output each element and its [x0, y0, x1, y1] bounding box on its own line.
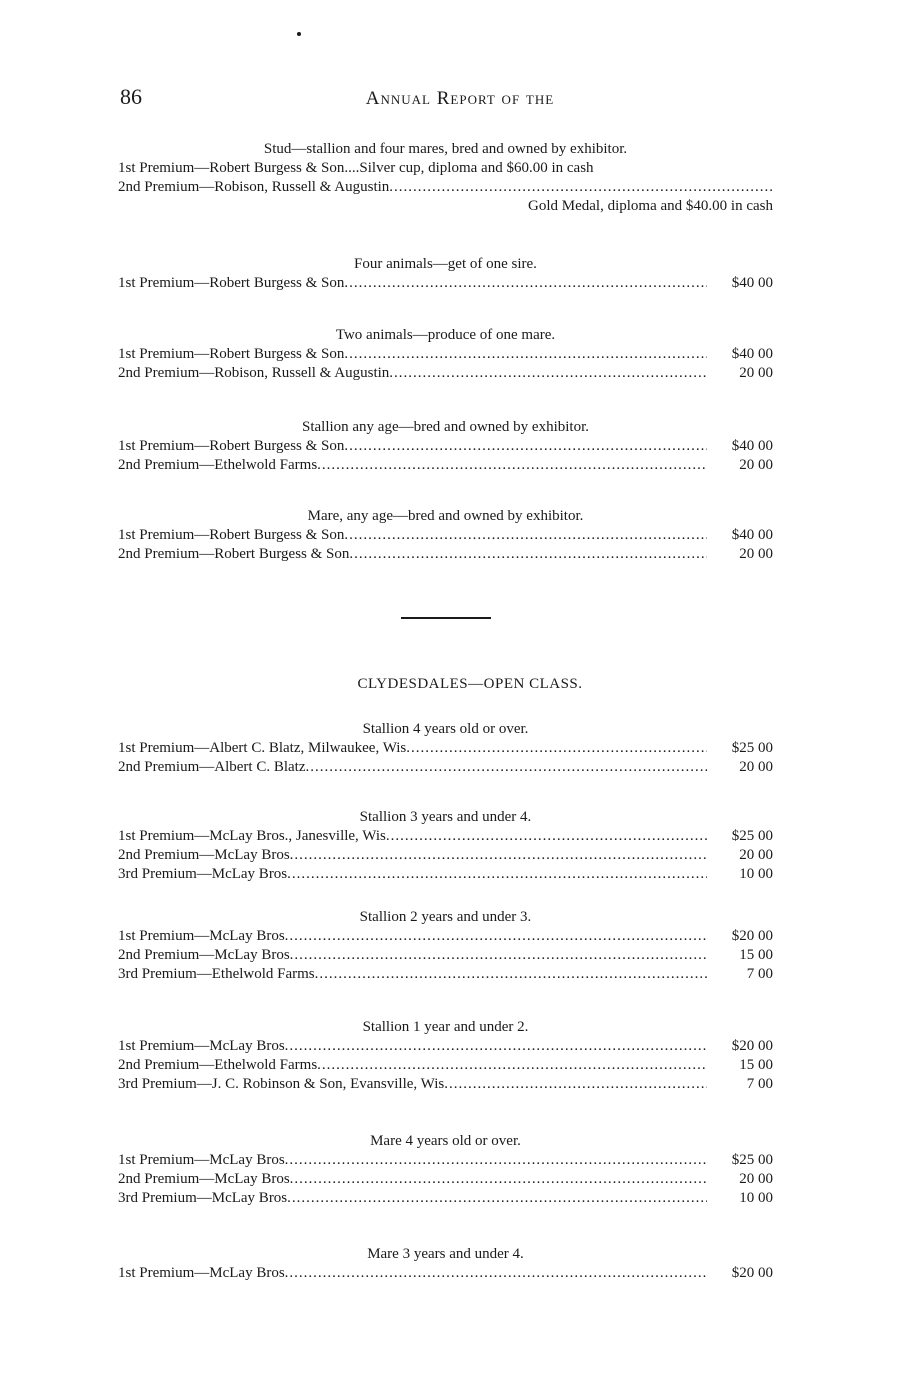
dot-leader [290, 846, 707, 865]
premium-section [118, 808, 773, 884]
entry-label: 1st Premium—McLay Bros [118, 1038, 285, 1054]
entry-amount: 20 00 [739, 457, 773, 473]
entry-label: 1st Premium—Robert Burgess & Son [118, 346, 345, 362]
entry-amount: 20 00 [739, 546, 773, 562]
entry-label: 2nd Premium—McLay Bros [118, 947, 290, 963]
premium-entry [118, 545, 773, 564]
entry-label: 3rd Premium—J. C. Robinson & Son, Evansville, Wis [118, 1076, 445, 1092]
dot-leader [315, 965, 707, 984]
stud-section [118, 140, 773, 216]
open-class-title: CLYDESDALES—OPEN CLASS. [357, 676, 583, 692]
premium-section [118, 720, 773, 777]
entry-amount: 10 00 [739, 866, 773, 882]
section-heading: Mare 3 years and under 4. [367, 1246, 524, 1262]
dot-leader [406, 739, 707, 758]
premium-entry [118, 526, 773, 545]
dot-leader [285, 1037, 707, 1056]
premium-entry [118, 1151, 773, 1170]
entry-label: 2nd Premium—Robison, Russell & Augustin [118, 179, 390, 195]
section-heading: Two animals—produce of one mare. [335, 327, 556, 343]
dot-leader [285, 1264, 707, 1283]
entry-amount: 20 00 [739, 1171, 773, 1187]
dot-leader [285, 927, 707, 946]
dot-leader [287, 865, 707, 884]
entry-label: 1st Premium—Robert Burgess & Son [118, 438, 345, 454]
premium-entry [118, 965, 773, 984]
premium-section [118, 418, 773, 475]
premium-entry [118, 345, 773, 364]
entry-label: 3rd Premium—McLay Bros [118, 1190, 288, 1206]
entry-label: 2nd Premium—Ethelwold Farms [118, 1057, 318, 1073]
dot-leader [389, 364, 707, 383]
section-heading: Stud—stallion and four mares, bred and owned by exhibitor. [263, 141, 628, 157]
dot-leader [344, 274, 707, 293]
premium-entry [118, 739, 773, 758]
premium-section [118, 507, 773, 564]
entry-label: 1st Premium—Robert Burgess & Son [118, 275, 345, 291]
entry-label: 1st Premium—McLay Bros [118, 1265, 285, 1281]
dot-leader [344, 345, 707, 364]
premium-entry [118, 865, 773, 884]
entry-label: 1st Premium—McLay Bros [118, 928, 285, 944]
entry-amount: 20 00 [739, 365, 773, 381]
entry-amount: 15 00 [739, 1057, 773, 1073]
section-heading: Four animals—get of one sire. [354, 256, 537, 272]
entry-amount: 7 00 [746, 966, 773, 982]
premium-entry [118, 1264, 773, 1283]
dot-leader [344, 437, 707, 456]
premium-entry [118, 197, 773, 216]
entry-label: 1st Premium—Albert C. Blatz, Milwaukee, Wis [118, 740, 407, 756]
premium-entry [118, 178, 773, 197]
premium-entry [118, 274, 773, 293]
premium-entry [118, 437, 773, 456]
premium-section [118, 908, 773, 984]
premium-entry [118, 1056, 773, 1075]
premium-entry [118, 846, 773, 865]
section-divider [401, 617, 491, 619]
section-heading: Stallion 4 years old or over. [362, 721, 529, 737]
premium-entry [118, 758, 773, 777]
dot-leader [386, 827, 707, 846]
dot-leader [290, 1170, 707, 1189]
entry-amount: 7 00 [746, 1076, 773, 1092]
entry-label: 2nd Premium—McLay Bros [118, 1171, 290, 1187]
premium-entry [118, 827, 773, 846]
entry-amount: $25 00 [731, 1152, 773, 1168]
premium-entry [118, 456, 773, 475]
entry-label: 1st Premium—McLay Bros [118, 1152, 285, 1168]
dot-leader [285, 1151, 707, 1170]
entry-amount: 10 00 [739, 1190, 773, 1206]
entry-label: 2nd Premium—McLay Bros [118, 847, 290, 863]
premium-section [118, 1245, 773, 1283]
ink-speck [297, 32, 301, 36]
premium-section [118, 326, 773, 383]
dot-leader [287, 1189, 707, 1208]
entry-amount: $40 00 [731, 527, 773, 543]
entry-amount: 15 00 [739, 947, 773, 963]
entry-amount: $20 00 [731, 1265, 773, 1281]
premium-entry [118, 1075, 773, 1094]
entry-label: 3rd Premium—McLay Bros [118, 866, 288, 882]
dot-leader [317, 1056, 707, 1075]
section-heading: Mare 4 years old or over. [370, 1133, 521, 1149]
entry-amount: $25 00 [731, 828, 773, 844]
dot-leader [349, 545, 707, 564]
premium-section [118, 1132, 773, 1208]
premium-entry [118, 1170, 773, 1189]
premium-entry [118, 1037, 773, 1056]
dot-leader [444, 1075, 707, 1094]
entry-label: 3rd Premium—Ethelwold Farms [118, 966, 315, 982]
entry-label: 1st Premium—Robert Burgess & Son....Silver cup, diploma and $60.00 in cash [118, 160, 594, 176]
section-heading: Stallion 3 years and under 4. [359, 809, 532, 825]
dot-leader [317, 456, 707, 475]
entry-amount: $20 00 [731, 1038, 773, 1054]
entry-award: Gold Medal, diploma and $40.00 in cash [528, 198, 773, 214]
entry-label: 2nd Premium—Robert Burgess & Son [118, 546, 350, 562]
entry-amount: $25 00 [731, 740, 773, 756]
entry-label: 1st Premium—Robert Burgess & Son [118, 527, 345, 543]
page-number: 86 [120, 84, 142, 109]
premium-entry [118, 159, 773, 178]
entry-amount: 20 00 [739, 759, 773, 775]
entry-amount: $20 00 [731, 928, 773, 944]
section-heading: Stallion 1 year and under 2. [362, 1019, 529, 1035]
dot-leader [344, 526, 707, 545]
running-title: Annual Report of the [365, 88, 555, 109]
entry-amount: $40 00 [731, 275, 773, 291]
entry-label: 1st Premium—McLay Bros., Janesville, Wis [118, 828, 386, 844]
dot-leader [389, 178, 773, 197]
section-heading: Stallion any age—bred and owned by exhibitor. [301, 419, 590, 435]
section-heading: Mare, any age—bred and owned by exhibitor. [307, 508, 584, 524]
entry-label: 2nd Premium—Albert C. Blatz [118, 759, 306, 775]
entry-label: 2nd Premium—Ethelwold Farms [118, 457, 318, 473]
entry-amount: $40 00 [731, 346, 773, 362]
entry-amount: $40 00 [731, 438, 773, 454]
premium-entry [118, 1189, 773, 1208]
dot-leader [290, 946, 707, 965]
section-heading: Stallion 2 years and under 3. [359, 909, 532, 925]
premium-section [118, 1018, 773, 1094]
dot-leader [305, 758, 707, 777]
entry-amount: 20 00 [739, 847, 773, 863]
premium-entry [118, 946, 773, 965]
premium-entry [118, 364, 773, 383]
entry-label: 2nd Premium—Robison, Russell & Augustin [118, 365, 390, 381]
premium-entry [118, 927, 773, 946]
premium-section [118, 255, 773, 293]
